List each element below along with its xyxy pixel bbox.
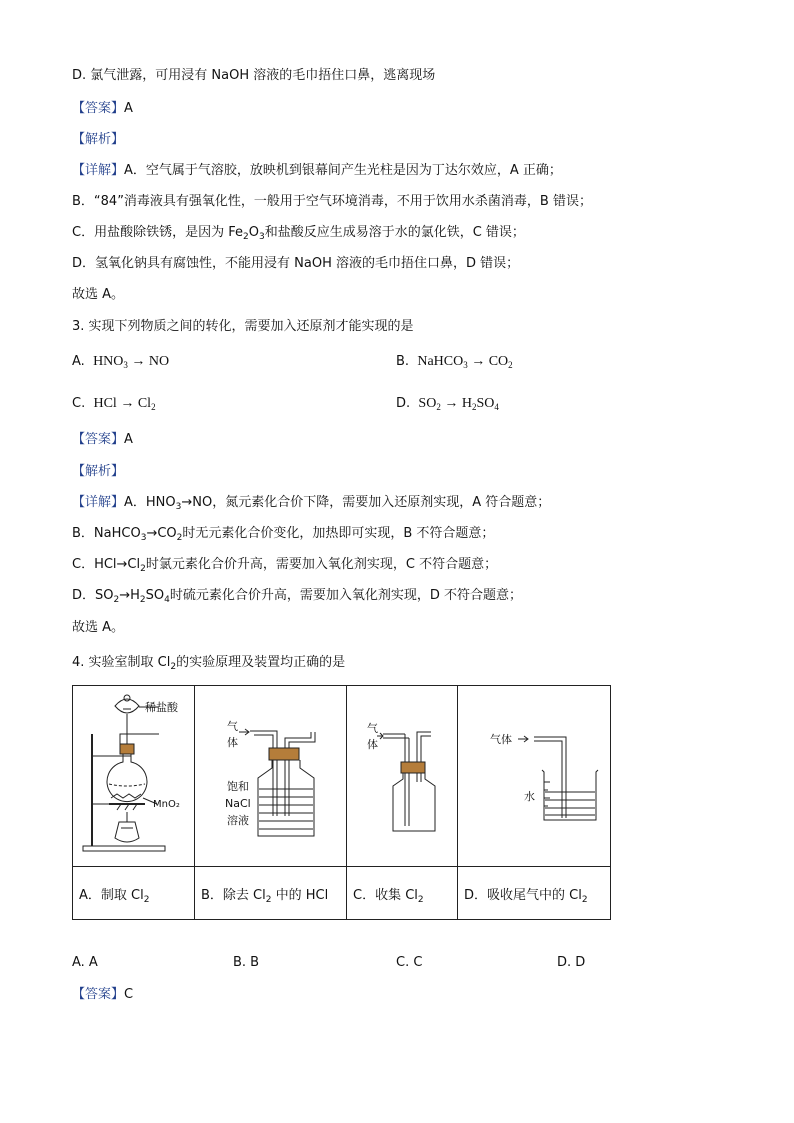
caption-text: 中的 HCl bbox=[271, 887, 329, 903]
apparatus-b-figure bbox=[195, 686, 347, 867]
q3-detail-d: D．$SO_2\to H_2SO_4$时硫元素化合价升高，需要加入氧化剂实现，D 不符合题意； bbox=[72, 588, 523, 605]
detail-text: 时氯元素化合价升高，需要加入氧化剂实现，C 不符合题意； bbox=[145, 557, 498, 572]
q3-option-b bbox=[396, 352, 513, 372]
generator-flask-diagram bbox=[73, 686, 194, 862]
q3-detail-b: B．$NaHCO_3\to CO_2$时无元素化合价变化，加热即可实现，B 不符合题意； bbox=[72, 526, 495, 543]
detail-text: →CO bbox=[146, 526, 177, 541]
detail-text: A．HNO bbox=[124, 495, 176, 510]
q3-stem: 3. 实现下列物质之间的转化，需要加入还原剂才能实现的是 bbox=[72, 319, 414, 334]
caption-a: A．制取 $Cl_2$ bbox=[73, 867, 195, 920]
detail-text: 时硫元素化合价升高，需要加入氧化剂实现，D 不符合题意； bbox=[169, 588, 523, 603]
q4-stem: 4. 实验室制取 $Cl_2$的实验原理及装置均正确的是 bbox=[72, 655, 346, 672]
washing-bottle-diagram bbox=[195, 686, 346, 862]
option-label: C. bbox=[72, 396, 86, 411]
collection-bottle-diagram bbox=[347, 686, 457, 862]
q2-detail-d: D．氢氧化钠具有腐蚀性，不能用浸有 NaOH 溶液的毛巾捂住口鼻，D 错误； bbox=[72, 256, 520, 271]
label-water: 水 bbox=[524, 790, 535, 803]
label-gas: 气体 bbox=[490, 733, 512, 746]
option-label: D. bbox=[396, 396, 411, 411]
apparatus-d-figure bbox=[458, 686, 611, 867]
detail-tag: 【详解】 bbox=[72, 495, 125, 510]
q4-choice-b: B. B bbox=[233, 955, 260, 970]
answer-value: A bbox=[124, 101, 133, 116]
stem-text: 4. 实验室制取 Cl bbox=[72, 655, 171, 670]
label-gas-1: 气 bbox=[367, 722, 378, 735]
formula: HCl → $Cl_2$ bbox=[93, 396, 156, 412]
caption-text: D．吸收尾气中的 Cl bbox=[464, 887, 582, 903]
q4-choice-a: A. A bbox=[72, 955, 98, 970]
q2-answer bbox=[72, 100, 133, 118]
detail-text: SO bbox=[145, 588, 165, 603]
q2-detail-a bbox=[72, 162, 562, 180]
answer-tag: 【答案】 bbox=[72, 987, 125, 1002]
q2-conclusion: 故选 A。 bbox=[72, 287, 125, 302]
detail-text: 和盐酸反应生成易溶于水的氯化铁，C 错误； bbox=[264, 225, 525, 240]
caption-text: C．收集 Cl bbox=[353, 887, 418, 903]
detail-text: O bbox=[248, 225, 259, 240]
q3-answer bbox=[72, 431, 133, 449]
caption-text: B．除去 Cl bbox=[201, 887, 266, 903]
detail-text: B．NaHCO bbox=[72, 526, 141, 541]
detail-text: A．空气属于气溶胶，放映机到银幕间产生光柱是因为丁达尔效应，A 正确； bbox=[124, 163, 562, 178]
caption-c: C．收集 $Cl_2$ bbox=[347, 867, 458, 920]
analysis-tag: 【解析】 bbox=[72, 464, 125, 479]
option-label: A. bbox=[72, 354, 85, 369]
answer-tag: 【答案】 bbox=[72, 432, 125, 447]
detail-text: 时无元素化合价变化，加热即可实现，B 不符合题意； bbox=[182, 526, 495, 541]
q2-option-d: D. 氯气泄露，可用浸有 NaOH 溶液的毛巾捂住口鼻，逃离现场 bbox=[72, 68, 436, 83]
label-solution: 溶液 bbox=[227, 814, 249, 827]
caption-d: D．吸收尾气中的 $Cl_2$ bbox=[458, 867, 611, 920]
formula: $HNO_3$ → NO bbox=[93, 354, 170, 370]
label-acid: 稀盐酸 bbox=[145, 701, 178, 714]
label-gas-2: 体 bbox=[367, 738, 378, 751]
absorption-beaker-diagram bbox=[458, 686, 610, 862]
q3-option-c bbox=[72, 394, 156, 414]
caption-text: A．制取 Cl bbox=[79, 887, 144, 903]
answer-tag: 【答案】 bbox=[72, 101, 125, 116]
q4-choice-d: D. D bbox=[557, 955, 586, 970]
q3-option-a bbox=[72, 352, 169, 372]
apparatus-c-figure bbox=[347, 686, 458, 867]
caption-b: B．除去 $Cl_2$ 中的 HCl bbox=[195, 867, 347, 920]
label-gas-2: 体 bbox=[227, 736, 238, 749]
q3-detail-c: C．$HCl\to Cl_2$时氯元素化合价升高，需要加入氧化剂实现，C 不符合题意； bbox=[72, 557, 498, 574]
apparatus-table bbox=[72, 685, 611, 920]
label-mno2: MnO₂ bbox=[153, 799, 180, 810]
answer-value: A bbox=[124, 432, 133, 447]
stem-text: 的实验原理及装置均正确的是 bbox=[176, 655, 346, 670]
detail-text: C．用盐酸除铁锈，是因为 Fe bbox=[72, 225, 243, 240]
analysis-tag: 【解析】 bbox=[72, 132, 125, 147]
q2-detail-b: B．“84”消毒液具有强氧化性，一般用于空气环境消毒，不用于饮用水杀菌消毒，B 错误； bbox=[72, 194, 592, 209]
q2-analysis-tag bbox=[72, 131, 124, 149]
q4-choice-c: C. C bbox=[396, 955, 423, 970]
detail-text: D．SO bbox=[72, 588, 114, 603]
label-nacl: NaCl bbox=[225, 797, 251, 810]
label-saturated: 饱和 bbox=[227, 780, 249, 793]
q2-detail-c: C．用盐酸除铁锈，是因为 $Fe_2O_3$和盐酸反应生成易溶于水的氯化铁，C 错误； bbox=[72, 225, 525, 242]
detail-text: C．HCl→Cl bbox=[72, 557, 141, 572]
q4-answer bbox=[72, 986, 133, 1004]
q3-conclusion: 故选 A。 bbox=[72, 620, 125, 635]
formula: $SO_2 \to H_2SO_4$ bbox=[418, 396, 499, 412]
apparatus-a-figure bbox=[73, 686, 195, 867]
q3-option-d bbox=[396, 394, 499, 414]
formula: NaHCO$_3$ → $CO_2$ bbox=[417, 354, 513, 370]
q3-analysis-tag bbox=[72, 463, 124, 481]
q3-detail-a: 【详解】A．$HNO_3\to NO$，氮元素化合价下降，需要加入还原剂实现，A 符合题意； bbox=[72, 495, 551, 512]
answer-value: C bbox=[124, 987, 134, 1002]
detail-text: →NO，氮元素化合价下降，需要加入还原剂实现，A 符合题意； bbox=[181, 495, 551, 510]
label-gas-1: 气 bbox=[227, 720, 238, 733]
option-label: B. bbox=[396, 354, 410, 369]
detail-tag: 【详解】 bbox=[72, 163, 125, 178]
detail-text: →H bbox=[119, 588, 140, 603]
